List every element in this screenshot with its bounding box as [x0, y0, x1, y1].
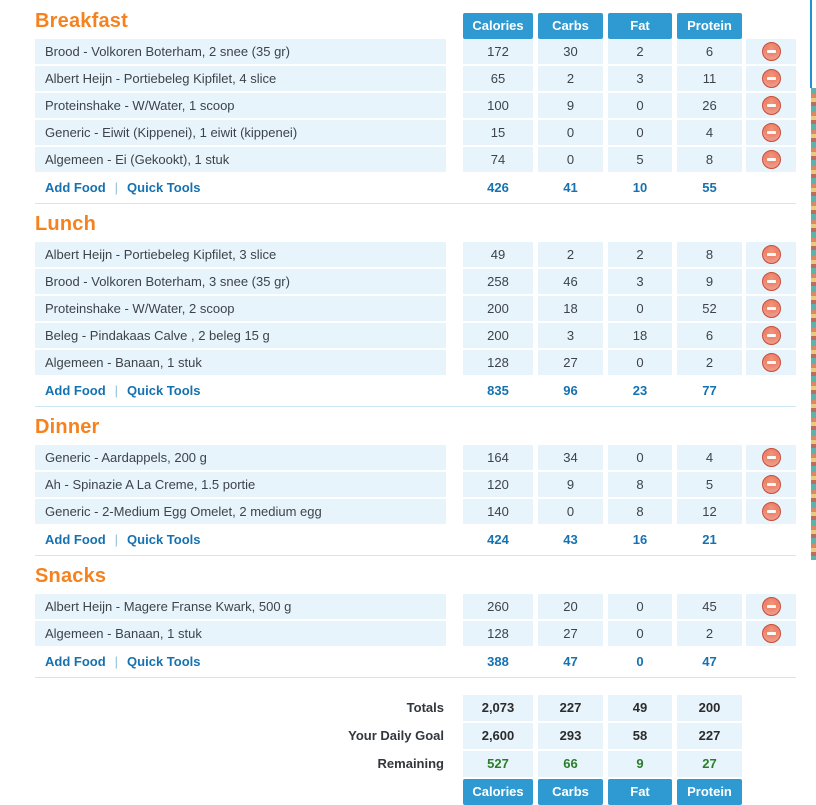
remaining-carbs: 66 — [538, 751, 603, 777]
meal-section — [35, 8, 796, 204]
totals-fat: 49 — [608, 695, 672, 721]
meal-section — [35, 211, 796, 407]
meal-actions-row — [35, 527, 796, 552]
minus-icon — [767, 50, 776, 53]
minus-icon — [767, 510, 776, 513]
remaining-fat: 9 — [608, 751, 672, 777]
remaining-label: Remaining — [377, 756, 444, 771]
food-name[interactable]: Algemeen - Banaan, 1 stuk — [35, 621, 446, 646]
nutrient-value-protein: 2 — [677, 350, 742, 375]
food-row — [35, 120, 796, 145]
nutrient-value-carbs: 18 — [538, 296, 603, 321]
nutrient-value-calories: 200 — [463, 296, 533, 321]
meal-rows — [35, 39, 796, 172]
daily-goal-row — [35, 723, 796, 749]
meal-total-protein: 47 — [702, 654, 717, 669]
meal-actions-row — [35, 175, 796, 200]
food-name[interactable]: Algemeen - Banaan, 1 stuk — [35, 350, 446, 375]
nutrient-value-carbs: 9 — [538, 472, 603, 497]
food-row — [35, 296, 796, 321]
nutrient-value-calories: 164 — [463, 445, 533, 470]
delete-cell — [746, 350, 796, 375]
delete-entry-button[interactable] — [762, 123, 781, 142]
meal-total-calories: 426 — [487, 180, 509, 195]
meal-section — [35, 414, 796, 556]
meal-total-calories: 388 — [487, 654, 509, 669]
food-row — [35, 445, 796, 470]
add-food-link[interactable]: Add Food — [45, 383, 106, 398]
nutrient-value-calories: 65 — [463, 66, 533, 91]
nutrient-value-fat: 0 — [608, 621, 672, 646]
nutrient-value-fat: 2 — [608, 39, 672, 64]
meal-actions — [35, 649, 446, 674]
delete-entry-button[interactable] — [762, 272, 781, 291]
nutrient-value-calories: 128 — [463, 350, 533, 375]
food-name[interactable]: Brood - Volkoren Boterham, 2 snee (35 gr) — [35, 39, 446, 64]
nutrient-value-carbs: 2 — [538, 242, 603, 267]
minus-icon — [767, 104, 776, 107]
remaining-protein: 27 — [677, 751, 742, 777]
meal-total-carbs: 41 — [563, 180, 578, 195]
meal-title: Breakfast — [35, 10, 128, 32]
nutrient-value-carbs: 2 — [538, 66, 603, 91]
meal-rows — [35, 242, 796, 375]
section-divider — [35, 406, 796, 407]
delete-entry-button[interactable] — [762, 502, 781, 521]
nutrient-value-calories: 172 — [463, 39, 533, 64]
meal-title: Dinner — [35, 416, 100, 438]
food-row — [35, 242, 796, 267]
minus-icon — [767, 253, 776, 256]
food-diary — [35, 8, 796, 805]
add-food-link[interactable]: Add Food — [45, 532, 106, 547]
food-row — [35, 594, 796, 619]
delete-entry-button[interactable] — [762, 597, 781, 616]
nutrient-value-fat: 0 — [608, 594, 672, 619]
add-food-link[interactable]: Add Food — [45, 654, 106, 669]
nutrient-value-fat: 0 — [608, 350, 672, 375]
meal-total-protein: 55 — [702, 180, 717, 195]
delete-entry-button[interactable] — [762, 96, 781, 115]
delete-cell — [746, 39, 796, 64]
food-name[interactable]: Generic - 2-Medium Egg Omelet, 2 medium egg — [35, 499, 446, 524]
column-header-calories: Calories — [463, 13, 533, 39]
meal-total-carbs: 47 — [563, 654, 578, 669]
delete-entry-button[interactable] — [762, 624, 781, 643]
nutrient-value-fat: 0 — [608, 120, 672, 145]
delete-entry-button[interactable] — [762, 326, 781, 345]
minus-icon — [767, 280, 776, 283]
nutrient-value-carbs: 20 — [538, 594, 603, 619]
food-row — [35, 323, 796, 348]
food-row — [35, 621, 796, 646]
nutrient-value-protein: 8 — [677, 242, 742, 267]
bottom-header-calories: Calories — [463, 779, 533, 805]
nutrient-value-fat: 3 — [608, 269, 672, 294]
goal-carbs: 293 — [538, 723, 603, 749]
nutrient-value-calories: 200 — [463, 323, 533, 348]
add-food-link[interactable]: Add Food — [45, 180, 106, 195]
minus-icon — [767, 158, 776, 161]
nutrient-value-calories: 74 — [463, 147, 533, 172]
nutrient-value-carbs: 46 — [538, 269, 603, 294]
food-name[interactable]: Proteinshake - W/Water, 2 scoop — [35, 296, 446, 321]
food-row — [35, 66, 796, 91]
bottom-header-protein: Protein — [677, 779, 742, 805]
nutrient-value-calories: 49 — [463, 242, 533, 267]
page-edge-artifact — [811, 88, 816, 560]
section-divider — [35, 203, 796, 204]
meal-total-fat: 10 — [632, 180, 648, 195]
bottom-header-fat: Fat — [608, 779, 672, 805]
nutrient-value-calories: 15 — [463, 120, 533, 145]
delete-entry-button[interactable] — [762, 245, 781, 264]
delete-cell — [746, 93, 796, 118]
meal-total-calories: 424 — [487, 532, 509, 547]
food-name[interactable]: Albert Heijn - Portiebeleg Kipfilet, 4 slice — [35, 66, 446, 91]
nutrient-value-calories: 128 — [463, 621, 533, 646]
meal-total-calories: 835 — [487, 383, 509, 398]
delete-cell — [746, 445, 796, 470]
delete-cell — [746, 323, 796, 348]
daily-goal-label: Your Daily Goal — [348, 728, 444, 743]
nutrient-value-protein: 45 — [677, 594, 742, 619]
meal-rows — [35, 594, 796, 646]
delete-cell — [746, 242, 796, 267]
bottom-header-carbs: Carbs — [538, 779, 603, 805]
link-separator-bar: | — [114, 532, 119, 547]
nutrient-value-protein: 8 — [677, 147, 742, 172]
food-name[interactable]: Generic - Eiwit (Kippenei), 1 eiwit (kippenei) — [35, 120, 446, 145]
totals-carbs: 227 — [538, 695, 603, 721]
nutrient-value-fat: 8 — [608, 472, 672, 497]
nutrient-value-calories: 100 — [463, 93, 533, 118]
diary-summary — [35, 695, 796, 805]
food-row — [35, 269, 796, 294]
nutrient-value-protein: 12 — [677, 499, 742, 524]
link-separator-bar: | — [114, 654, 119, 669]
food-name[interactable]: Ah - Spinazie A La Creme, 1.5 portie — [35, 472, 446, 497]
delete-cell — [746, 621, 796, 646]
meal-total-carbs: 96 — [563, 383, 578, 398]
minus-icon — [767, 361, 776, 364]
nutrient-value-protein: 6 — [677, 323, 742, 348]
goal-calories: 2,600 — [463, 723, 533, 749]
nutrient-value-calories: 258 — [463, 269, 533, 294]
nutrient-value-protein: 2 — [677, 621, 742, 646]
nutrient-value-protein: 4 — [677, 120, 742, 145]
food-row — [35, 93, 796, 118]
nutrient-value-protein: 4 — [677, 445, 742, 470]
remaining-calories: 527 — [463, 751, 533, 777]
nutrient-value-protein: 5 — [677, 472, 742, 497]
food-name[interactable]: Beleg - Pindakaas Calve , 2 beleg 15 g — [35, 323, 446, 348]
nutrient-value-carbs: 27 — [538, 621, 603, 646]
minus-icon — [767, 307, 776, 310]
meal-actions — [35, 175, 446, 200]
remaining-row — [35, 751, 796, 777]
nutrient-value-protein: 11 — [677, 66, 742, 91]
delete-entry-button[interactable] — [762, 69, 781, 88]
minus-icon — [767, 605, 776, 608]
nutrient-value-carbs: 0 — [538, 147, 603, 172]
food-name[interactable]: Brood - Volkoren Boterham, 3 snee (35 gr) — [35, 269, 446, 294]
totals-label: Totals — [406, 700, 444, 715]
quick-tools-link[interactable]: Quick Tools — [127, 654, 201, 669]
nutrient-value-protein: 6 — [677, 39, 742, 64]
nutrient-value-protein: 26 — [677, 93, 742, 118]
meal-total-carbs: 43 — [563, 532, 578, 547]
delete-cell — [746, 472, 796, 497]
nutrient-value-fat: 8 — [608, 499, 672, 524]
delete-entry-button[interactable] — [762, 353, 781, 372]
minus-icon — [767, 456, 776, 459]
nutrient-value-carbs: 34 — [538, 445, 603, 470]
minus-icon — [767, 131, 776, 134]
nutrient-value-carbs: 0 — [538, 499, 603, 524]
nutrient-value-fat: 5 — [608, 147, 672, 172]
section-divider — [35, 677, 796, 678]
nutrient-value-calories: 120 — [463, 472, 533, 497]
food-row — [35, 499, 796, 524]
goal-protein: 227 — [677, 723, 742, 749]
link-separator-bar: | — [114, 383, 119, 398]
meal-total-fat: 0 — [636, 654, 644, 669]
delete-cell — [746, 66, 796, 91]
meal-rows — [35, 445, 796, 524]
nutrient-value-fat: 3 — [608, 66, 672, 91]
delete-entry-button[interactable] — [762, 42, 781, 61]
meal-total-fat: 16 — [632, 532, 648, 547]
minus-icon — [767, 483, 776, 486]
meal-actions-row — [35, 378, 796, 403]
meal-section — [35, 563, 796, 678]
nutrient-value-fat: 0 — [608, 445, 672, 470]
meal-total-fat: 23 — [632, 383, 648, 398]
food-name[interactable]: Albert Heijn - Portiebeleg Kipfilet, 3 slice — [35, 242, 446, 267]
delete-cell — [746, 147, 796, 172]
nutrient-value-carbs: 27 — [538, 350, 603, 375]
minus-icon — [767, 77, 776, 80]
food-name[interactable]: Algemeen - Ei (Gekookt), 1 stuk — [35, 147, 446, 172]
nutrient-value-protein: 9 — [677, 269, 742, 294]
totals-row — [35, 695, 796, 721]
meal-actions — [35, 527, 446, 552]
delete-entry-button[interactable] — [762, 299, 781, 318]
food-row — [35, 350, 796, 375]
link-separator-bar: | — [114, 180, 119, 195]
nutrient-value-fat: 0 — [608, 296, 672, 321]
delete-entry-button[interactable] — [762, 448, 781, 467]
delete-cell — [746, 120, 796, 145]
column-header-fat: Fat — [608, 13, 672, 39]
delete-cell — [746, 594, 796, 619]
delete-cell — [746, 499, 796, 524]
nutrient-value-calories: 140 — [463, 499, 533, 524]
meal-title: Snacks — [35, 565, 107, 587]
goal-fat: 58 — [608, 723, 672, 749]
totals-protein: 200 — [677, 695, 742, 721]
food-name[interactable]: Proteinshake - W/Water, 1 scoop — [35, 93, 446, 118]
delete-cell — [746, 296, 796, 321]
totals-calories: 2,073 — [463, 695, 533, 721]
meal-title: Lunch — [35, 213, 96, 235]
quick-tools-link[interactable]: Quick Tools — [127, 383, 201, 398]
nutrient-value-carbs: 9 — [538, 93, 603, 118]
delete-entry-button[interactable] — [762, 150, 781, 169]
column-header-protein: Protein — [677, 13, 742, 39]
meal-total-protein: 21 — [702, 532, 717, 547]
food-row — [35, 147, 796, 172]
meal-total-protein: 77 — [702, 383, 717, 398]
nutrient-value-carbs: 0 — [538, 120, 603, 145]
meal-actions — [35, 378, 446, 403]
section-divider — [35, 555, 796, 556]
nutrient-value-fat: 2 — [608, 242, 672, 267]
nutrient-value-calories: 260 — [463, 594, 533, 619]
nutrient-value-carbs: 30 — [538, 39, 603, 64]
delete-entry-button[interactable] — [762, 475, 781, 494]
page-edge-line — [810, 0, 812, 88]
quick-tools-link[interactable]: Quick Tools — [127, 532, 201, 547]
minus-icon — [767, 334, 776, 337]
food-row — [35, 472, 796, 497]
nutrient-value-fat: 18 — [608, 323, 672, 348]
delete-cell — [746, 269, 796, 294]
nutrient-value-carbs: 3 — [538, 323, 603, 348]
food-row — [35, 39, 796, 64]
column-header-carbs: Carbs — [538, 13, 603, 39]
minus-icon — [767, 632, 776, 635]
quick-tools-link[interactable]: Quick Tools — [127, 180, 201, 195]
food-name[interactable]: Generic - Aardappels, 200 g — [35, 445, 446, 470]
nutrient-value-fat: 0 — [608, 93, 672, 118]
nutrient-value-protein: 52 — [677, 296, 742, 321]
food-name[interactable]: Albert Heijn - Magere Franse Kwark, 500 g — [35, 594, 446, 619]
meals — [35, 8, 796, 678]
meal-actions-row — [35, 649, 796, 674]
